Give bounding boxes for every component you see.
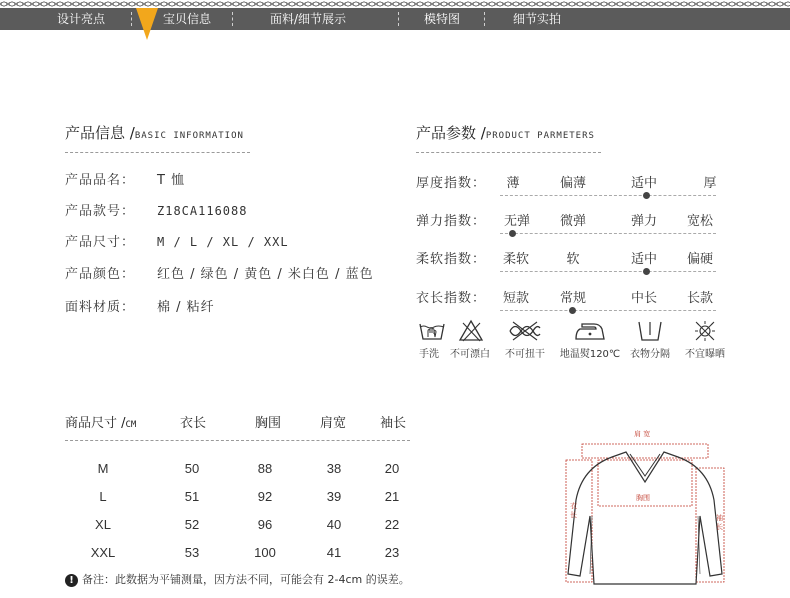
param-track (500, 233, 716, 234)
param-label-softness: 柔软指数： (416, 252, 487, 267)
no-wring-icon (507, 319, 543, 343)
size-cell: 41 (326, 545, 342, 560)
warning-icon: ! (65, 574, 78, 587)
length-label: 衣 长 (570, 502, 577, 519)
info-row-name: 产品品名： T 恤 (65, 173, 186, 188)
param-option: 薄 (506, 176, 520, 191)
no-sun-icon (691, 319, 719, 343)
param-option: 偏薄 (559, 176, 586, 191)
param-option: 宽松 (686, 214, 713, 229)
param-option: 适中 (630, 252, 657, 267)
size-cell: 51 (184, 489, 200, 504)
product-info-title: 产品信息 /BASIC INFORMATION (65, 124, 244, 142)
info-row-sizes: 产品尺寸： M / L / XL / XXL (65, 235, 289, 250)
param-track (500, 271, 716, 272)
param-option: 长款 (686, 291, 713, 306)
size-cell: 50 (184, 461, 200, 476)
measurement-note: ! 备注：此数据为平铺测量，因方法不同，可能会有 2-4cm 的误差。 (65, 571, 410, 587)
size-column-sleeve: 袖长 (380, 416, 407, 431)
nav-item-model-photos[interactable]: 模特图 (424, 12, 461, 26)
size-cell: 52 (184, 517, 200, 532)
decorative-chain-border (0, 0, 790, 8)
size-cell: 53 (184, 545, 200, 560)
low-iron-icon (572, 319, 608, 343)
param-option: 软 (566, 252, 580, 267)
care-label: 不可扭干 (505, 349, 545, 360)
param-indicator-dot (569, 307, 576, 314)
divider (65, 152, 250, 153)
nav-separator (398, 12, 399, 26)
param-option: 厚 (703, 176, 717, 191)
param-indicator-dot (509, 230, 516, 237)
shoulder-label: 肩 宽 (634, 430, 651, 438)
size-cell: 100 (254, 545, 276, 560)
tshirt-outline (556, 424, 734, 594)
nav-item-detail-photos[interactable]: 细节实拍 (513, 12, 562, 26)
care-label: 手洗 (419, 349, 439, 360)
chest-label: 胸围 (636, 494, 650, 502)
nav-separator (232, 12, 233, 26)
size-cell: 92 (257, 489, 273, 504)
size-cell: XL (95, 517, 111, 532)
param-indicator-dot (643, 192, 650, 199)
hand-wash-icon (418, 319, 446, 343)
param-track (500, 195, 716, 196)
size-column-chest: 胸围 (255, 416, 282, 431)
nav-bar (0, 8, 790, 30)
size-cell: XXL (90, 545, 116, 560)
product-params-title: 产品参数 /PRODUCT PARMETERS (416, 124, 595, 142)
info-row-material: 面料材质： 棉 / 粘纤 (65, 300, 215, 315)
care-label: 衣物分隔 (630, 349, 670, 360)
param-option: 中长 (630, 291, 657, 306)
size-cell: 21 (384, 489, 400, 504)
param-option: 微弹 (559, 214, 586, 229)
param-option: 常规 (559, 291, 586, 306)
size-column-length: 衣长 (180, 416, 207, 431)
size-column-shoulder: 肩宽 (320, 416, 347, 431)
param-option: 弹力 (630, 214, 657, 229)
nav-item-fabric-details[interactable]: 面料/细节展示 (270, 12, 347, 26)
size-table-title: 商品尺寸 /CM (65, 416, 137, 431)
nav-separator (131, 12, 132, 26)
size-cell: 40 (326, 517, 342, 532)
param-label-length: 衣长指数： (416, 291, 487, 306)
size-cell: 23 (384, 545, 400, 560)
param-track (500, 310, 716, 311)
size-cell: 88 (257, 461, 273, 476)
param-option: 短款 (502, 291, 529, 306)
divider (416, 152, 601, 153)
size-cell: 38 (326, 461, 342, 476)
param-label-elasticity: 弹力指数： (416, 214, 487, 229)
size-cell: 20 (384, 461, 400, 476)
size-cell: M (97, 461, 109, 476)
size-cell: 22 (384, 517, 400, 532)
size-cell: 39 (326, 489, 342, 504)
nav-item-product-info[interactable]: 宝贝信息 (163, 12, 212, 26)
sleeve-label: 袖 长 (716, 514, 723, 531)
info-row-sku: 产品款号： Z18CA116088 (65, 204, 248, 219)
param-option: 无弹 (503, 214, 530, 229)
size-cell: L (99, 489, 107, 504)
care-label: 地温熨120℃ (559, 349, 621, 360)
divider (65, 440, 410, 441)
no-bleach-icon (457, 319, 485, 343)
param-option: 柔软 (502, 252, 529, 267)
info-row-colors: 产品颜色： 红色 / 绿色 / 黄色 / 米白色 / 蓝色 (65, 267, 374, 282)
size-cell: 96 (257, 517, 273, 532)
param-indicator-dot (643, 268, 650, 275)
nav-item-design-highlights[interactable]: 设计亮点 (57, 12, 106, 26)
garment-measurement-diagram (556, 424, 734, 594)
care-label: 不宜曝晒 (685, 349, 725, 360)
separate-wash-icon (636, 319, 664, 343)
care-label: 不可漂白 (450, 349, 490, 360)
param-label-thickness: 厚度指数： (416, 176, 487, 191)
active-tab-marker (136, 8, 158, 40)
param-option: 适中 (630, 176, 657, 191)
param-option: 偏硬 (686, 252, 713, 267)
nav-separator (484, 12, 485, 26)
